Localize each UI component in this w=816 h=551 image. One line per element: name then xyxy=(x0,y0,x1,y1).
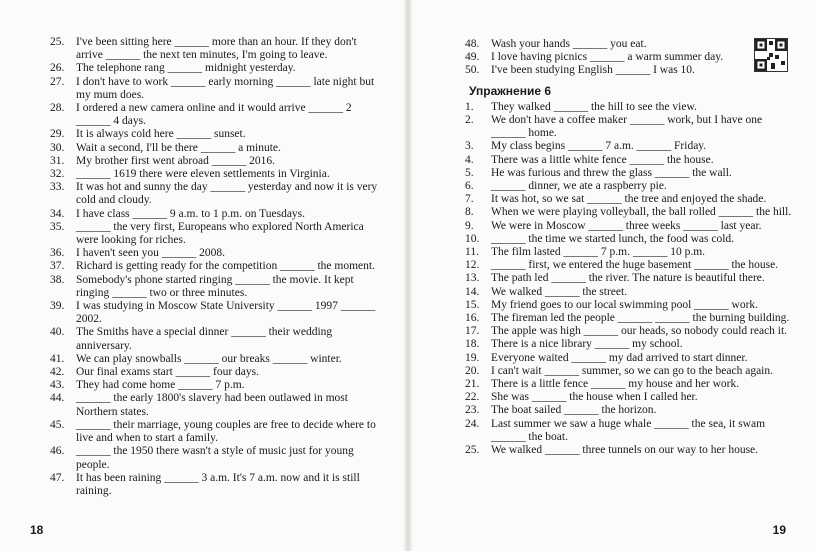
exercise-item xyxy=(50,208,380,221)
item-number: 49. xyxy=(465,51,480,64)
item-number: 5. xyxy=(465,166,474,179)
exercise-item xyxy=(50,419,380,445)
item-number: 35. xyxy=(50,220,65,233)
exercise-item xyxy=(50,260,380,273)
item-text: The Smiths have a special dinner ______ their wedding anniversary. xyxy=(76,326,333,352)
item-number: 37. xyxy=(50,260,65,273)
item-number: 27. xyxy=(50,75,65,88)
item-text: We can play snowballs ______ our breaks ______ winter. xyxy=(76,352,342,365)
item-number: 44. xyxy=(50,392,65,405)
item-text: The fireman led the people ______ ______ the burning building. xyxy=(491,312,790,325)
item-text: Richard is getting ready for the competition ______ the moment. xyxy=(76,260,375,273)
exercise-item xyxy=(465,51,795,64)
exercise-item xyxy=(465,299,795,312)
item-number: 9. xyxy=(465,219,474,232)
exercise-item xyxy=(465,180,795,193)
item-number: 47. xyxy=(50,471,65,484)
item-text: I have class ______ 9 a.m. to 1 p.m. on Tuesdays. xyxy=(76,207,306,220)
item-text: Wait a second, I'll be there ______ a minute. xyxy=(76,141,281,154)
item-text: ______ the time we started lunch, the food was cold. xyxy=(491,232,735,245)
item-number: 15. xyxy=(465,298,480,311)
item-text: Somebody's phone started ringing ______ the movie. It kept ringing ______ two or three minutes. xyxy=(76,273,354,299)
exercise-item xyxy=(465,38,795,51)
item-number: 46. xyxy=(50,445,65,458)
item-number: 17. xyxy=(465,325,480,338)
exercise-item xyxy=(465,233,795,246)
item-text: There is a nice library ______ my school. xyxy=(491,338,683,351)
item-number: 16. xyxy=(465,312,480,325)
exercise-item xyxy=(465,220,795,233)
item-number: 25. xyxy=(465,444,480,457)
item-text: We walked ______ the street. xyxy=(491,285,628,298)
item-number: 3. xyxy=(465,140,474,153)
item-text: Wash your hands ______ you eat. xyxy=(491,38,647,50)
right-top-items xyxy=(465,38,795,78)
exercise-item xyxy=(50,366,380,379)
item-text: ______ the early 1800's slavery had been outlawed in most Northern states. xyxy=(76,392,348,418)
item-text: We don't have a coffee maker ______ work, but I have one ______ home. xyxy=(491,114,763,140)
exercise-item xyxy=(50,76,380,102)
item-text: ______ the very first, Europeans who explored North America were looking for riches. xyxy=(76,220,364,247)
item-number: 12. xyxy=(465,259,480,272)
item-text: The telephone rang ______ midnight yesterday. xyxy=(76,62,296,75)
item-number: 24. xyxy=(465,417,480,430)
exercise-item xyxy=(465,286,795,299)
item-text: I haven't seen you ______ 2008. xyxy=(76,247,225,260)
item-text: Our final exams start ______ four days. xyxy=(76,366,260,379)
item-number: 28. xyxy=(50,102,65,115)
exercise-item xyxy=(465,338,795,351)
item-number: 1. xyxy=(465,100,474,113)
item-text: The film lasted ______ 7 p.m. ______ 10 p.m. xyxy=(491,246,706,259)
item-number: 45. xyxy=(50,418,65,431)
item-number: 40. xyxy=(50,326,65,339)
item-number: 25. xyxy=(50,36,65,48)
exercise-item xyxy=(50,142,380,155)
exercise-item xyxy=(465,167,795,180)
exercise-item xyxy=(465,378,795,391)
exercise-item xyxy=(465,312,795,325)
exercise-item xyxy=(465,365,795,378)
exercise-item xyxy=(465,259,795,272)
exercise-item xyxy=(50,155,380,168)
item-text: I love having picnics ______ a warm summer day. xyxy=(491,51,724,64)
item-number: 41. xyxy=(50,352,65,365)
item-number: 31. xyxy=(50,154,65,167)
item-text: My brother first went abroad ______ 2016. xyxy=(76,154,275,167)
exercise-item xyxy=(50,472,380,498)
exercise-item xyxy=(50,379,380,392)
item-text: He was furious and threw the glass ______ the wall. xyxy=(491,166,732,179)
item-number: 36. xyxy=(50,247,65,260)
exercise-item xyxy=(50,247,380,260)
item-text: ______ their marriage, young couples are free to decide where to live and when to start a family. xyxy=(76,418,376,445)
item-text: There is a little fence ______ my house and her work. xyxy=(491,378,740,391)
exercise-item xyxy=(465,206,795,219)
item-text: Everyone waited ______ my dad arrived to start dinner. xyxy=(491,351,748,364)
exercise-item xyxy=(465,352,795,365)
exercise-item xyxy=(50,300,380,326)
exercise-item xyxy=(50,168,380,181)
right-main-items xyxy=(465,101,795,457)
right-exercise-list xyxy=(465,38,795,457)
item-number: 4. xyxy=(465,153,474,166)
exercise-item xyxy=(50,36,380,62)
item-number: 6. xyxy=(465,180,474,193)
item-text: The path led ______ the river. The nature is beautiful there. xyxy=(491,272,765,285)
exercise-item xyxy=(465,272,795,285)
item-text: I've been studying English ______ I was 10. xyxy=(491,64,695,77)
item-text: It was hot, so we sat ______ the tree and enjoyed the shade. xyxy=(491,193,767,206)
item-text: ______ first, we entered the huge basement ______ the house. xyxy=(491,259,779,272)
item-number: 26. xyxy=(50,62,65,75)
item-number: 30. xyxy=(50,141,65,154)
item-text: It is always cold here ______ sunset. xyxy=(76,128,246,141)
item-text: When we were playing volleyball, the ball rolled ______ the hill. xyxy=(491,206,792,219)
item-number: 43. xyxy=(50,379,65,392)
item-number: 33. xyxy=(50,181,65,194)
exercise-item xyxy=(465,140,795,153)
item-text: I ordered a new camera online and it would arrive ______ 2 ______ 4 days. xyxy=(76,102,352,128)
item-number: 32. xyxy=(50,168,65,181)
exercise-item xyxy=(50,102,380,128)
item-number: 18. xyxy=(465,338,480,351)
item-text: I don't have to work ______ early morning ______ late night but my mum does. xyxy=(76,75,375,101)
item-number: 14. xyxy=(465,285,480,298)
item-text: They walked ______ the hill to see the view. xyxy=(491,100,697,113)
item-text: We were in Moscow ______ three weeks ______ last year. xyxy=(491,219,762,232)
exercise-item xyxy=(50,62,380,75)
exercise-item xyxy=(465,101,795,114)
exercise-item xyxy=(465,154,795,167)
item-text: There was a little white fence ______ the house. xyxy=(491,153,714,166)
item-text: My class begins ______ 7 a.m. ______ Friday. xyxy=(491,140,707,153)
item-text: They had come home ______ 7 p.m. xyxy=(76,379,245,392)
item-number: 21. xyxy=(465,378,480,391)
page-number-right: 19 xyxy=(772,523,786,537)
qr-code-icon xyxy=(754,38,788,72)
exercise-heading: Упражнение 6 xyxy=(469,83,551,98)
exercise-item xyxy=(465,246,795,259)
exercise-item xyxy=(465,325,795,338)
item-text: It has been raining ______ 3 a.m. It's 7 a.m. now and it is still raining. xyxy=(76,471,360,497)
item-text: I was studying in Moscow State University ______ 1997 ______ 2002. xyxy=(76,300,376,326)
exercise-item xyxy=(50,181,380,207)
item-number: 11. xyxy=(465,246,479,259)
exercise-item xyxy=(50,221,380,247)
item-number: 22. xyxy=(465,391,480,404)
page-number-left: 18 xyxy=(30,523,44,537)
item-text: Last summer we saw a huge whale ______ the sea, it swam ______ the boat. xyxy=(491,417,766,443)
item-number: 48. xyxy=(465,38,480,50)
item-number: 29. xyxy=(50,128,65,141)
item-text: ______ the 1950 there wasn't a style of music just for young people. xyxy=(76,445,354,471)
item-text: We walked ______ three tunnels on our way to her house. xyxy=(491,444,759,457)
exercise-item xyxy=(50,353,380,366)
item-number: 23. xyxy=(465,404,480,417)
exercise-item xyxy=(50,326,380,352)
item-number: 38. xyxy=(50,273,65,286)
exercise-item xyxy=(465,193,795,206)
item-number: 19. xyxy=(465,351,480,364)
item-number: 8. xyxy=(465,206,474,219)
exercise-item xyxy=(465,391,795,404)
item-number: 20. xyxy=(465,364,480,377)
exercise-item xyxy=(50,445,380,471)
item-number: 34. xyxy=(50,207,65,220)
item-number: 39. xyxy=(50,300,65,313)
item-text: It was hot and sunny the day ______ yesterday and now it is very cold and cloudy. xyxy=(76,181,378,207)
item-text: The boat sailed ______ the horizon. xyxy=(491,404,657,417)
item-text: My friend goes to our local swimming pool ______ work. xyxy=(491,298,759,311)
exercise-item xyxy=(50,392,380,418)
item-number: 50. xyxy=(465,64,480,77)
item-number: 10. xyxy=(465,232,480,245)
item-text: ______ 1619 there were eleven settlements in Virginia. xyxy=(76,168,330,181)
exercise-item xyxy=(465,404,795,417)
item-number: 42. xyxy=(50,366,65,379)
left-exercise-list xyxy=(50,36,380,498)
item-text: I can't wait ______ summer, so we can go to the beach again. xyxy=(491,364,773,377)
item-number: 13. xyxy=(465,272,480,285)
right-page xyxy=(408,0,816,551)
exercise-item xyxy=(465,418,795,444)
exercise-item xyxy=(465,444,795,457)
exercise-item xyxy=(50,128,380,141)
exercise-item xyxy=(465,64,795,77)
item-text: ______ dinner, we ate a raspberry pie. xyxy=(491,180,667,193)
item-number: 7. xyxy=(465,193,474,206)
item-text: She was ______ the house when I called her. xyxy=(491,391,698,404)
exercise-item xyxy=(465,114,795,140)
item-text: The apple was high ______ our heads, so nobody could reach it. xyxy=(491,325,788,338)
exercise-item xyxy=(50,274,380,300)
item-number: 2. xyxy=(465,114,474,127)
item-text: I've been sitting here ______ more than an hour. If they don't arrive ______ the next ten minutes, I'm going to leave. xyxy=(76,36,357,62)
